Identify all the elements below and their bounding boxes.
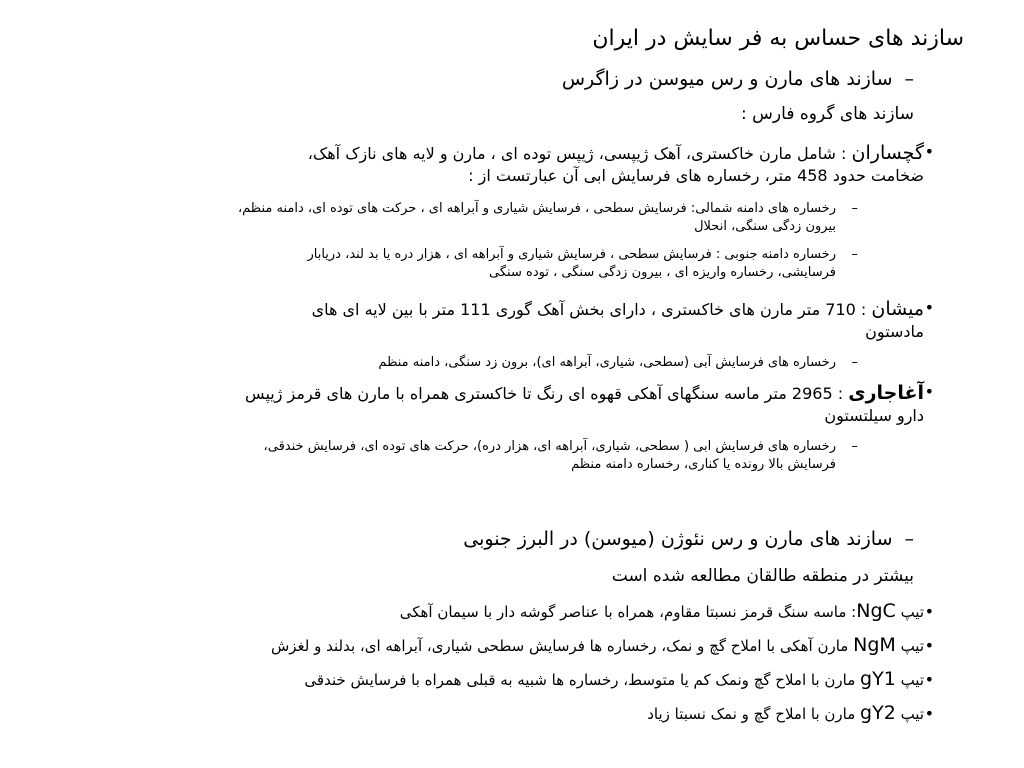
subitem-aghajari-landforms: – رخساره های فرسایش ابی ( سطحی، شیاری، آبراهه ای، هزار دره)، حرکت های توده ای، فرسایش خندقی، فرسایش بالا رونده یا کناری، رخساره دامنه منظم xyxy=(263,439,858,472)
formation-name: آغاجاری xyxy=(848,382,924,404)
type-item-ngc: • تیپ NgC: ماسه سنگ قرمز نسبتا مقاوم، همراه با عناصر گوشه دار با سیمان آهکی xyxy=(399,600,934,622)
type-item-ngm: • تیپ NgM مارن آهکی با املاح گچ و نمک، رخساره ها فرسایش سطحی شیاری، آبراهه ای، بدلند و لغزش xyxy=(270,634,934,656)
formation-name: گچساران xyxy=(851,142,924,164)
formation-name: میشان xyxy=(871,298,924,320)
dash-marker: – xyxy=(904,68,914,90)
subitem-south-flank: – رخساره دامنه جنوبی : فرسایش سطحی ، فرسایش شیاری و آبراهه ای ، هزار دره یا بد لند، دریابار فرسایشی، رخساره واریزه ای ، بیرون زدگی سنگی ، توده سنگی xyxy=(307,247,858,280)
bullet-gachsaran: • گچساران : شامل مارن خاکستری، آهک ژیپسی، ژیپس توده ای ، مارن و لایه های نازک آهک، ضخامت حدود 458 متر، رخساره های فرسایش ابی آن عبارتست از : xyxy=(307,142,934,185)
bullet-aghajari: • آغاجاری : 2965 متر ماسه سنگهای آهکی قهوه ای رنگ تا خاکستری همراه با مارن های قرمز ژیپس دارو سیلتستون xyxy=(245,382,934,425)
subitem-north-flank: – رخساره های دامنه شمالی: فرسایش سطحی ، فرسایش شیاری و آبراهه ای ، حرکت های توده ای، دامنه منظم، بیرون زدگی سنگی، انحلال xyxy=(237,201,858,234)
bullet-mishan: • میشان : 710 متر مارن های خاکستری ، دارای بخش آهک گوری 111 متر با بین لایه ای های مادستون xyxy=(311,298,934,341)
type-code: gY2 xyxy=(860,702,896,724)
subitem-mishan-landforms: – رخساره های فرسایش آبی (سطحی، شیاری، آبراهه ای)، برون زد سنگی، دامنه منظم xyxy=(378,355,858,370)
section-heading-zagros: –سازند های مارن و رس میوسن در زاگرس xyxy=(561,68,914,90)
section-subtitle-fars: سازند های گروه فارس : xyxy=(741,104,914,124)
type-code: NgC xyxy=(856,600,896,622)
slide-title: سازند های حساس به فر سایش در ایران xyxy=(592,26,964,51)
bullet-dot: • xyxy=(924,142,934,161)
type-item-gy1: • تیپ gY1 مارن با املاح گچ ونمک کم یا متوسط، رخساره ها شبیه به قبلی همراه با فرسایش خندقی xyxy=(304,668,934,690)
section-heading-alborz: –سازند های مارن و رس نئوژن (میوسن) در البرز جنوبی xyxy=(463,528,914,550)
type-code: NgM xyxy=(853,634,896,656)
section-subtitle-taleqan: بیشتر در منطقه طالقان مطالعه شده است xyxy=(611,566,914,586)
type-item-gy2: • تیپ gY2 مارن با املاح گچ و نمک نسبتا زیاد xyxy=(647,702,934,724)
type-code: gY1 xyxy=(860,668,896,690)
